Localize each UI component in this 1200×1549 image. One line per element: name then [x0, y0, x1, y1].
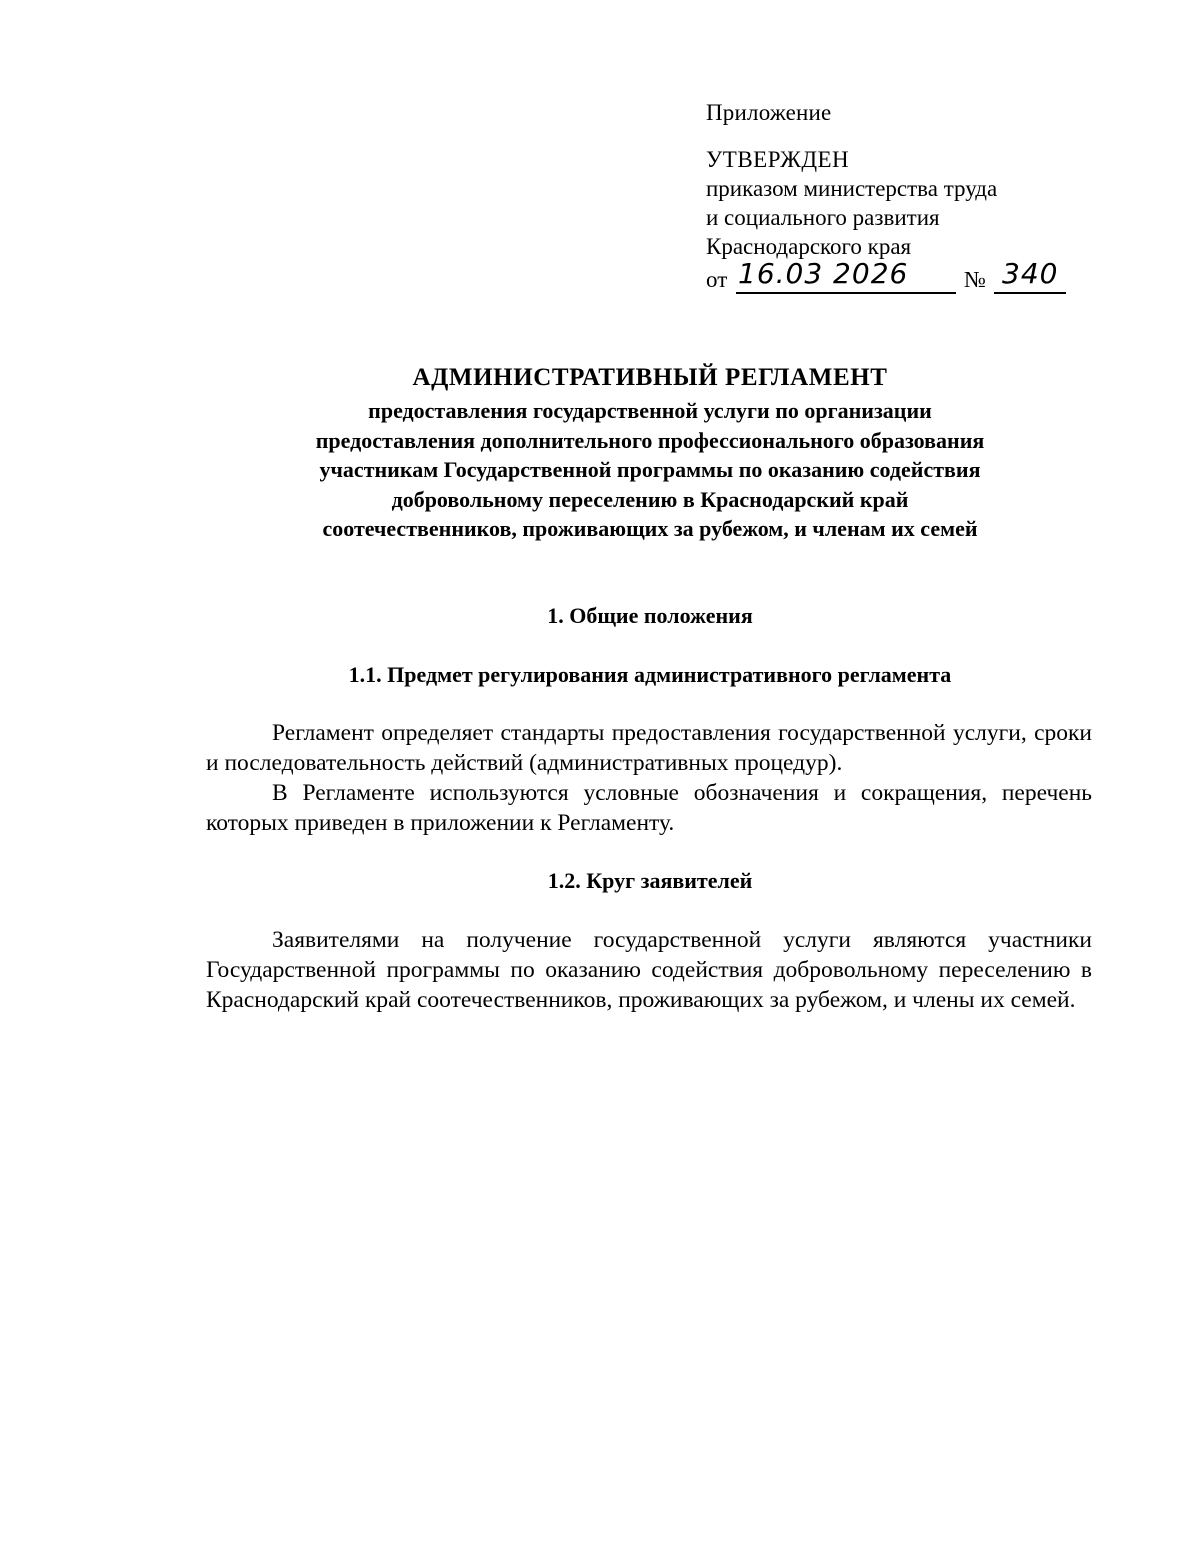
handwritten-date: 16.03 2026: [738, 257, 909, 290]
date-underline: [736, 292, 956, 294]
order-date-number-line: [706, 257, 1106, 295]
number-underline: [994, 292, 1066, 294]
section-1-1-heading: 1.1. Предмет регулирования административного регламента: [348, 662, 952, 687]
from-label: от: [706, 267, 728, 292]
section-1-1-paragraph-2: В Регламенте используются условные обозначения и сокращения, перечень которых приведен в приложении к Регламенту.: [206, 780, 1092, 836]
approved-label: УТВЕРЖДЕН: [706, 147, 850, 172]
number-label: №: [964, 267, 986, 292]
approval-line-2: и социального развития: [706, 205, 940, 230]
document-subtitle: предоставления государственной услуги по организации предоставления дополнительного профессионального образования участникам Государственной программы по оказанию содействия добровольному переселению в Краснодарский край соотечественников, проживающих за рубежом, и членам их семей: [315, 398, 985, 541]
approval-stamp-block: [706, 98, 1106, 295]
approval-line-3: Краснодарского края: [706, 234, 912, 259]
section-1-2-paragraph-1: Заявителями на получение государственной услуги являются участники Государственной программы по оказанию содействия добровольному переселению в Краснодарский край соотечественников, проживающих за рубежом, и члены их семей.: [206, 927, 1092, 1013]
section-1-2-heading: 1.2. Круг заявителей: [547, 868, 753, 893]
document-title: АДМИНИСТРАТИВНЫЙ РЕГЛАМЕНТ: [412, 364, 888, 391]
annex-label: Приложение: [706, 100, 832, 125]
section-1-heading: 1. Общие положения: [547, 603, 753, 628]
approval-line-1: приказом министерства труда: [706, 176, 998, 201]
document-title-block: [200, 362, 1100, 544]
section-1-1-paragraph-1: Регламент определяет стандарты предоставления государственной услуги, сроки и последовательность действий (административных процедур).: [206, 720, 1092, 776]
handwritten-number: 340: [1002, 257, 1059, 290]
